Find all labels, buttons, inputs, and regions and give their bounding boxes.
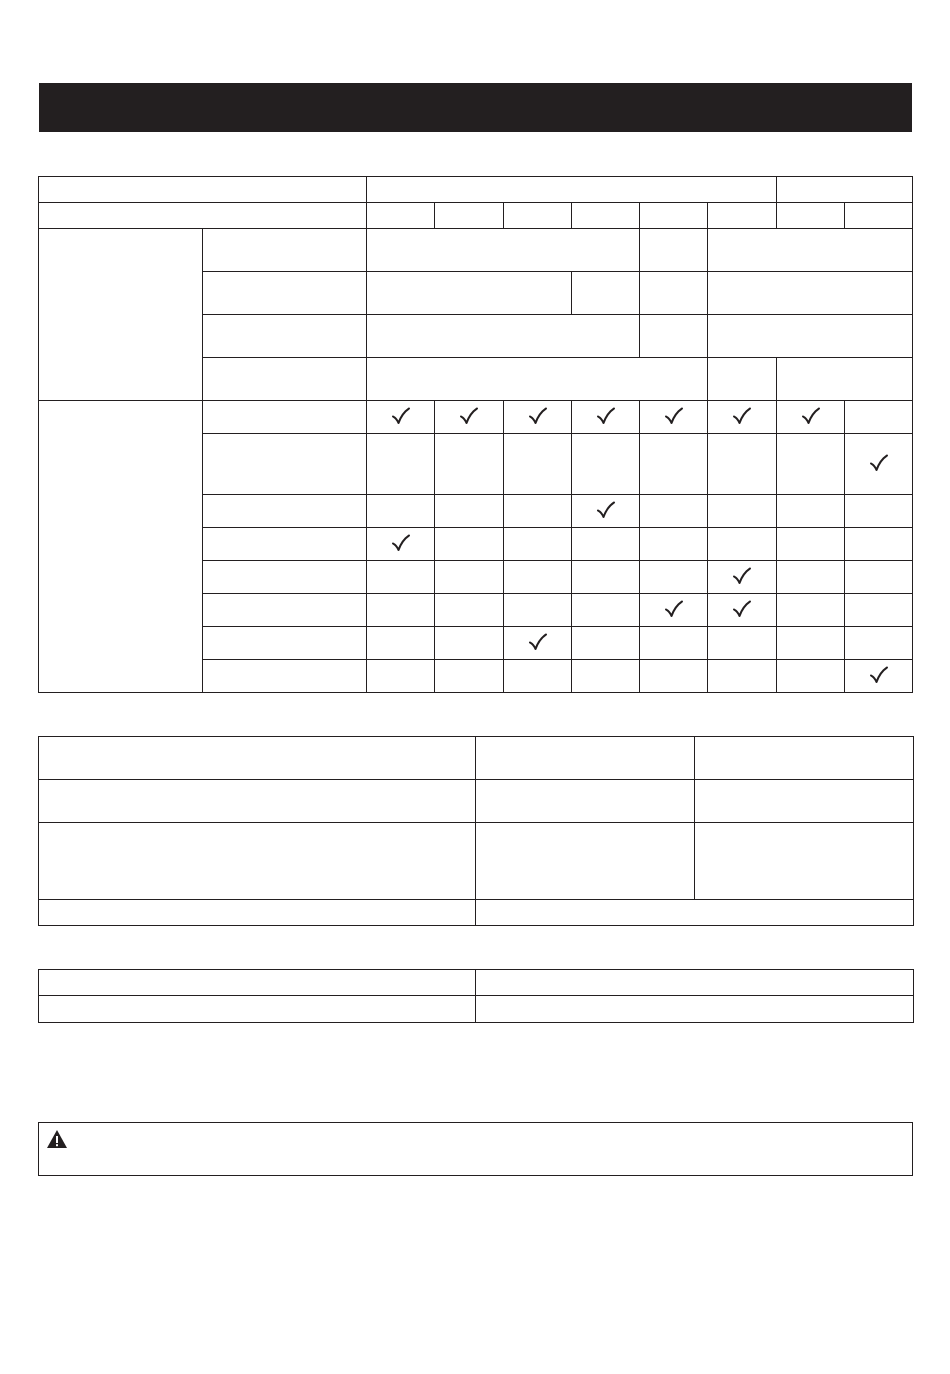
- compatibility-cell: [504, 434, 572, 495]
- compatibility-cell: [640, 660, 708, 693]
- compatibility-cell: [367, 401, 435, 434]
- spec-value-cell: [367, 229, 640, 272]
- compatibility-cell: [367, 627, 435, 660]
- accessory-row: [39, 401, 913, 434]
- compatibility-cell: [435, 434, 504, 495]
- table2-cell: [695, 780, 914, 823]
- table3-cell: [476, 970, 914, 996]
- compatibility-table: [38, 176, 913, 693]
- checkmark-icon: [391, 534, 411, 552]
- compatibility-cell: [640, 594, 708, 627]
- spec-value-cell: [367, 272, 572, 315]
- compatibility-cell: [367, 561, 435, 594]
- info-table: [38, 969, 914, 1023]
- checkmark-icon: [869, 454, 889, 472]
- compatibility-cell: [435, 528, 504, 561]
- model-column-header: [367, 203, 435, 229]
- compatibility-cell: [367, 495, 435, 528]
- accessory-group-cell: [39, 401, 203, 693]
- compatibility-cell: [845, 434, 913, 495]
- compatibility-cell: [367, 528, 435, 561]
- model-column-header: [708, 203, 777, 229]
- model-column-header: [640, 203, 708, 229]
- compatibility-cell: [640, 434, 708, 495]
- spec-group-cell: [39, 229, 203, 401]
- table2-cell: [476, 780, 695, 823]
- checkmark-icon: [528, 633, 548, 651]
- compatibility-cell: [845, 561, 913, 594]
- spec-row-label: [203, 315, 367, 358]
- compatibility-cell: [640, 495, 708, 528]
- spec-value-cell: [640, 315, 708, 358]
- checkmark-icon: [596, 501, 616, 519]
- compatibility-cell: [504, 660, 572, 693]
- compatibility-cell: [504, 594, 572, 627]
- spec-row-label: [203, 229, 367, 272]
- compatibility-cell: [367, 594, 435, 627]
- compatibility-cell: [435, 594, 504, 627]
- checkmark-icon: [869, 666, 889, 684]
- compatibility-cell: [777, 528, 845, 561]
- compatibility-cell: [572, 401, 640, 434]
- compatibility-cell: [504, 495, 572, 528]
- spec-value-cell: [367, 315, 640, 358]
- compatibility-cell: [572, 627, 640, 660]
- spec-row-label: [203, 358, 367, 401]
- spec-value-cell: [572, 272, 640, 315]
- compatibility-cell: [367, 434, 435, 495]
- compatibility-cell: [777, 627, 845, 660]
- spec-value-cell: [640, 229, 708, 272]
- checkmark-icon: [459, 407, 479, 425]
- accessory-row-label: [203, 627, 367, 660]
- spec-value-cell: [708, 315, 913, 358]
- compatibility-cell: [777, 495, 845, 528]
- compatibility-cell: [708, 627, 777, 660]
- compatibility-cell: [572, 434, 640, 495]
- checkmark-icon: [664, 600, 684, 618]
- compatibility-cell: [435, 627, 504, 660]
- spec-value-cell: [367, 358, 708, 401]
- compatibility-cell: [572, 594, 640, 627]
- compatibility-cell: [845, 528, 913, 561]
- header-left-cell: [39, 177, 367, 203]
- accessory-row-label: [203, 528, 367, 561]
- spec-value-cell: [640, 272, 708, 315]
- accessory-row-label: [203, 660, 367, 693]
- table2-cell: [695, 823, 914, 900]
- compatibility-cell: [708, 561, 777, 594]
- model-column-header: [845, 203, 913, 229]
- accessory-row-label: [203, 401, 367, 434]
- table2-cell: [476, 823, 695, 900]
- compatibility-cell: [708, 528, 777, 561]
- compatibility-cell: [777, 401, 845, 434]
- spec-value-cell: [708, 358, 777, 401]
- table3-cell: [476, 996, 914, 1023]
- compatibility-cell: [640, 401, 708, 434]
- checkmark-icon: [732, 600, 752, 618]
- compatibility-cell: [504, 528, 572, 561]
- compatibility-cell: [777, 434, 845, 495]
- table2-cell: [476, 900, 914, 926]
- table2-cell: [39, 737, 476, 780]
- compatibility-cell: [845, 594, 913, 627]
- table2-cell: [39, 900, 476, 926]
- compatibility-cell: [777, 561, 845, 594]
- compatibility-cell: [435, 660, 504, 693]
- compatibility-cell: [845, 495, 913, 528]
- compatibility-cell: [504, 561, 572, 594]
- compatibility-cell: [435, 495, 504, 528]
- warning-box: [38, 1122, 913, 1176]
- compatibility-cell: [708, 434, 777, 495]
- table2-cell: [695, 737, 914, 780]
- compatibility-cell: [708, 401, 777, 434]
- compatibility-cell: [777, 594, 845, 627]
- table3-cell: [39, 970, 476, 996]
- compatibility-cell: [572, 495, 640, 528]
- compatibility-cell: [777, 660, 845, 693]
- accessory-row-label: [203, 434, 367, 495]
- compatibility-cell: [708, 594, 777, 627]
- model-column-header: [572, 203, 640, 229]
- checkmark-icon: [596, 407, 616, 425]
- accessory-row-label: [203, 561, 367, 594]
- warning-triangle-icon: [46, 1129, 68, 1149]
- compatibility-cell: [640, 561, 708, 594]
- table2-cell: [39, 780, 476, 823]
- compatibility-cell: [572, 561, 640, 594]
- compatibility-cell: [504, 401, 572, 434]
- checkmark-icon: [391, 407, 411, 425]
- compatibility-cell: [708, 495, 777, 528]
- model-column-header: [504, 203, 572, 229]
- checkmark-icon: [732, 567, 752, 585]
- header-group-a-cell: [367, 177, 777, 203]
- compatibility-cell: [708, 660, 777, 693]
- table2-cell: [476, 737, 695, 780]
- spec-value-cell: [708, 229, 913, 272]
- table2-cell: [39, 823, 476, 900]
- section-header-banner: [39, 83, 912, 132]
- table3-cell: [39, 996, 476, 1023]
- compatibility-cell: [367, 660, 435, 693]
- checkmark-icon: [801, 407, 821, 425]
- compatibility-cell: [640, 528, 708, 561]
- compatibility-cell: [845, 660, 913, 693]
- spec-value-cell: [708, 272, 913, 315]
- compatibility-cell: [845, 627, 913, 660]
- compatibility-cell: [572, 660, 640, 693]
- spec-value-cell: [777, 358, 913, 401]
- specification-table: [38, 736, 914, 926]
- spec-row-label: [203, 272, 367, 315]
- compatibility-cell: [435, 401, 504, 434]
- model-column-header: [435, 203, 504, 229]
- header-group-b-cell: [777, 177, 913, 203]
- accessory-row-label: [203, 594, 367, 627]
- compatibility-cell: [435, 561, 504, 594]
- compatibility-cell: [504, 627, 572, 660]
- checkmark-icon: [528, 407, 548, 425]
- compatibility-cell: [640, 627, 708, 660]
- compatibility-cell: [572, 528, 640, 561]
- accessory-row-label: [203, 495, 367, 528]
- checkmark-icon: [664, 407, 684, 425]
- checkmark-icon: [732, 407, 752, 425]
- compatibility-cell: [845, 401, 913, 434]
- model-header-label: [39, 203, 367, 229]
- model-column-header: [777, 203, 845, 229]
